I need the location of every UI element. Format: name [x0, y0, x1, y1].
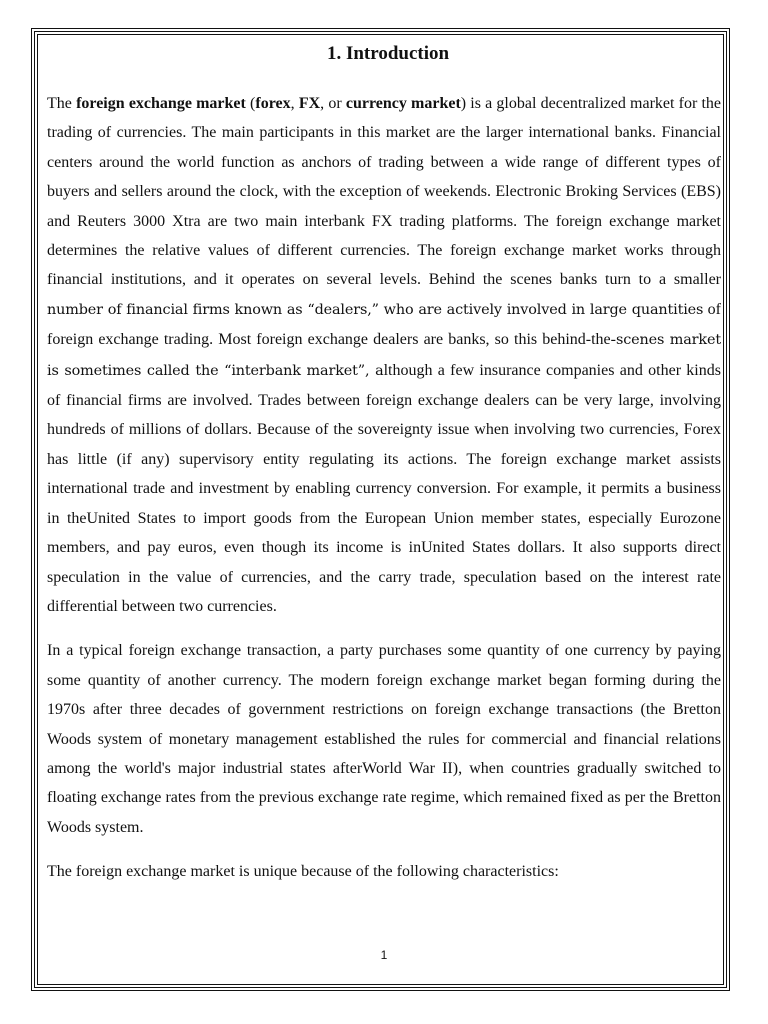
page-number: 1: [380, 948, 388, 962]
paragraph-characteristics: The foreign exchange market is unique because of the following characteristics:: [47, 863, 559, 881]
text-segment: , or: [320, 95, 346, 112]
interbank-segment: scenes market is sometimes called the “interbank market”, a: [47, 332, 721, 379]
text-segment: lthough a few insurance companies and other kinds of financial firms are involved. Trades between foreign exchange dealers can be very large, involving hundreds of millions of dollars. Because of the sovereignty issue when involving two currencies, Forex has little (if any) supervisory entity regulating its actions. The foreign exchange market assists international trade and investment by enabling currency conversion. For example, it permits a business in theUnited States to import goods from the European Union member states, especially Eurozone members, and pay euros, even though its income is inUnited States dollars. It also supports direct speculation in the value of currencies, and the carry trade, speculation based on the interest rate differential between two currencies.: [47, 361, 721, 615]
text-segment: The: [47, 95, 77, 112]
text-segment: ,: [290, 95, 299, 112]
section-title: 1. Introduction: [326, 43, 450, 64]
term-forex: forex: [255, 95, 291, 112]
term-foreign-exchange-market: foreign exchange market: [76, 95, 246, 112]
dealers-segment: number of financial firms known as “dealers,” who are actively involved in large quantities: [47, 301, 704, 318]
text-segment: of foreign exchange trading. Most foreign exchange dealers are banks, so this behind-the-: [47, 300, 722, 349]
text-segment: (: [245, 95, 256, 112]
paragraph-intro: [47, 89, 721, 621]
text-segment: ) is a global decentralized market for the trading of currencies. The main participants in this market are the larger international banks. Financial centers around the world function as anchors of trading between a wide range of different types of buyers and sellers around the clock, with the exception of weekends. Electronic Broking Services (EBS) and Reuters 3000 Xtra are two main interbank FX trading platforms. The foreign exchange market determines the relative values of different currencies. The foreign exchange market works through financial institutions, and it operates on several levels. Behind the scenes banks turn to a smaller: [47, 95, 722, 289]
term-currency-market: currency market: [345, 95, 461, 112]
term-fx: FX: [298, 95, 321, 112]
paragraph-transaction: In a typical foreign exchange transaction, a party purchases some quantity of one currency by paying some quantity of another currency. The modern foreign exchange market began forming during the 1970s after three decades of government restrictions on foreign exchange transactions (the Bretton Woods system of monetary management established the rules for commercial and financial relations among the world's major industrial states afterWorld War II), when countries gradually switched to floating exchange rates from the previous exchange rate regime, which remained fixed as per the Bretton Woods system.: [47, 642, 721, 836]
document-body: [47, 40, 721, 887]
